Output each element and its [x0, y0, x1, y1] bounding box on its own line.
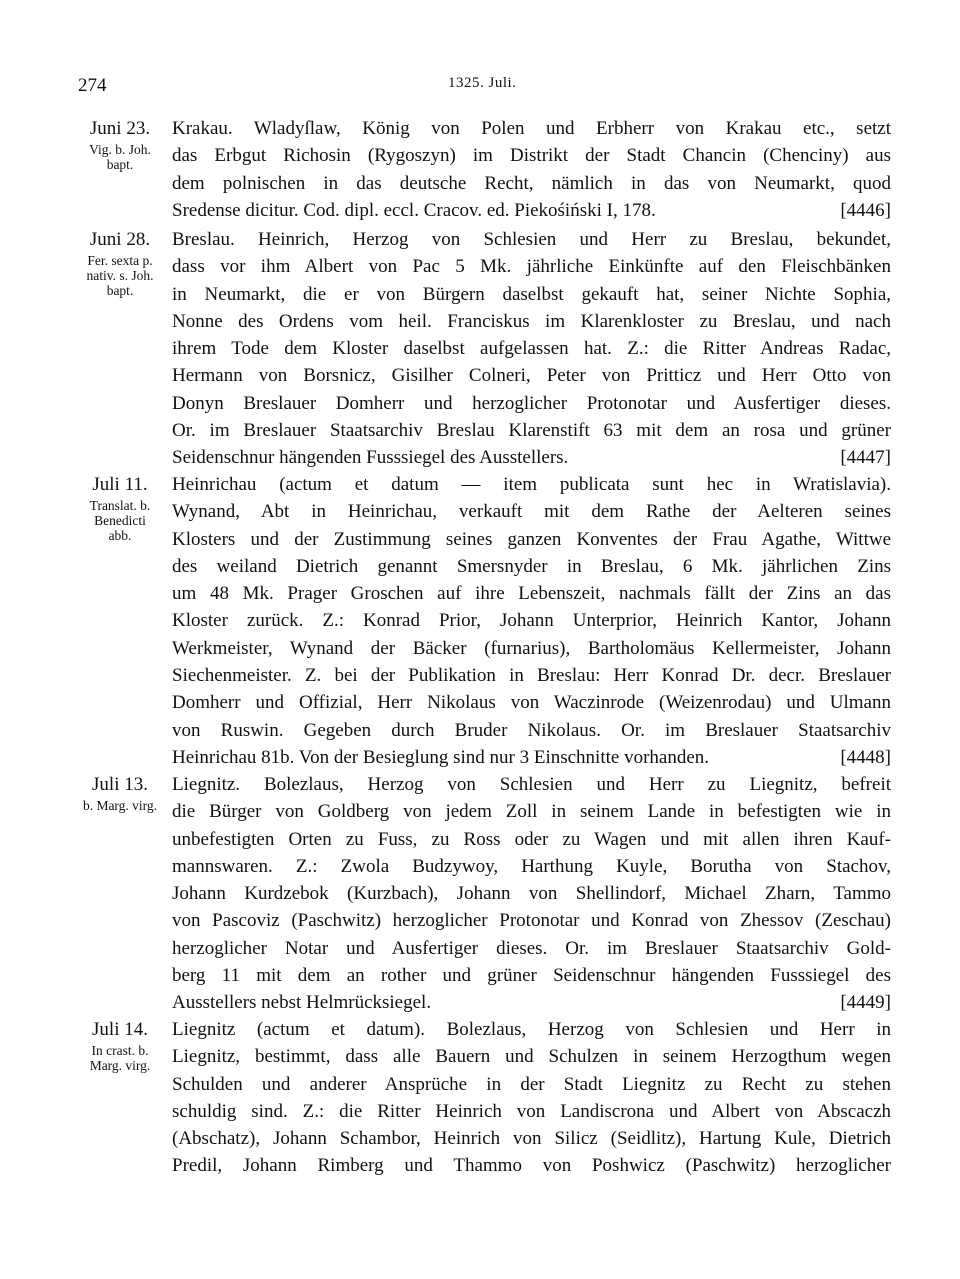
text-line: berg 11 mit dem an rother und grüner Seidenschnur hängenden Fusssiegel des: [172, 965, 891, 987]
text-line: von Ruswin. Gegeben durch Bruder Nikolaus. Or. im Breslauer Staatsarchiv: [172, 719, 891, 741]
text-line: [172, 744, 891, 771]
text-line: das Erbgut Richosin (Rygoszyn) im Distrikt der Stadt Chancin (Chenciny) aus: [172, 145, 891, 167]
text-line: unbefestigten Orten zu Fuss, zu Ross oder zu Wagen und mit allen ihren Kauf-: [172, 828, 891, 850]
text-line: [172, 197, 891, 224]
liturgical-date-note: Vig. b. Joh.: [89, 142, 151, 157]
entry-date: Juli 13.: [92, 774, 148, 795]
text-line: Hermann von Borsnicz, Gisilher Colneri, Peter von Pritticz und Herr Otto von: [172, 365, 891, 387]
liturgical-date-note: b. Marg. virg.: [82, 798, 158, 813]
line-text: Seidenschnur hängenden Fusssiegel des Ausstellers.: [172, 447, 569, 469]
text-line: Liegnitz (actum et datum). Bolezlaus, Herzog von Schlesien und Herr in: [172, 1019, 891, 1040]
text-line: [172, 989, 891, 1016]
liturgical-date-note: bapt.: [106, 157, 134, 172]
running-title: 1325. Juli.: [448, 75, 517, 91]
text-line: Predil, Johann Rimberg und Thammo von Poshwicz (Paschwitz) herzoglicher: [172, 1155, 891, 1177]
text-line: Donyn Breslauer Domherr und herzoglicher Protonotar und Ausfertiger dieses.: [172, 392, 891, 414]
text-line: in Neumarkt, die er von Bürgern daselbst gekauft hat, seiner Nichte Sophia,: [172, 283, 891, 305]
margin-column: [70, 471, 170, 543]
entry-text: [172, 115, 891, 224]
entry-text: [172, 226, 891, 472]
text-line: mannswaren. Z.: Zwola Budzywoy, Harthung Kuyle, Borutha von Stachov,: [172, 855, 891, 877]
margin-column: [70, 115, 170, 172]
text-line: Liegnitz, bestimmt, dass alle Bauern und Schulzen in seinem Herzogthum wegen: [172, 1046, 891, 1068]
entry-date: Juli 14.: [92, 1019, 148, 1040]
text-line: Breslau. Heinrich, Herzog von Schlesien und Herr zu Breslau, bekundet,: [172, 229, 891, 250]
text-line: (Abschatz), Johann Schambor, Heinrich von Silicz (Seidlitz), Hartung Kule, Dietrich: [172, 1128, 891, 1150]
text-line: Wynand, Abt in Heinrichau, verkauft mit dem Rathe der Aelteren seines: [172, 501, 891, 523]
text-line: Werkmeister, Wynand der Bäcker (furnarius), Bartholomäus Kellermeister, Johann: [172, 637, 891, 659]
entry-number: [4448]: [840, 746, 891, 768]
text-line: [172, 444, 891, 471]
text-line: schuldig sind. Z.: die Ritter Heinrich von Landiscrona und Albert von Abscaczh: [172, 1100, 891, 1122]
entry-date: Juni 28.: [89, 229, 151, 250]
entry-text: [172, 1016, 891, 1180]
text-line: Siechenmeister. Z. bei der Publikation in Breslau: Herr Konrad Dr. decr. Breslauer: [172, 665, 891, 687]
entry-number: [4446]: [840, 199, 891, 221]
entry-date: Juli 11.: [92, 474, 148, 495]
margin-column: [70, 1016, 170, 1073]
entry-date: Juni 23.: [89, 118, 151, 139]
entry-number: [4449]: [840, 992, 891, 1014]
text-line: Krakau. Wladyſlaw, König von Polen und Erbherr von Krakau etc., setzt: [172, 118, 891, 139]
margin-column: [70, 771, 170, 813]
entry-number: [4447]: [840, 447, 891, 469]
text-line: Domherr und Offizial, Herr Nikolaus von Waczinrode (Weizenrodau) und Ulmann: [172, 692, 891, 714]
page-number: 274: [78, 75, 107, 96]
text-line: Nonne des Ordens vom heil. Franciskus im Klarenkloster zu Breslau, und nach: [172, 310, 891, 332]
text-line: die Bürger von Goldberg von jedem Zoll in seinem Lande in befestigten wie in: [172, 801, 891, 823]
page-header: [0, 75, 960, 101]
text-line: Or. im Breslauer Staatsarchiv Breslau Klarenstift 63 mit dem an rosa und grüner: [172, 420, 891, 442]
line-text: Sredense dicitur. Cod. dipl. eccl. Cracov. ed. Piekośiński I, 178.: [172, 199, 656, 221]
liturgical-date-note: Translat. b.: [89, 498, 151, 513]
entry-text: [172, 471, 891, 771]
liturgical-date-note: abb.: [108, 528, 132, 543]
text-line: Kloster zurück. Z.: Konrad Prior, Johann Unterprior, Heinrich Kantor, Johann: [172, 610, 891, 632]
liturgical-date-note: Fer. sexta p.: [87, 253, 153, 268]
text-line: dem polnischen in das deutsche Recht, nämlich in das von Neumarkt, quod: [172, 172, 891, 194]
text-line: Klosters und der Zustimmung seines ganzen Konventes der Frau Agathe, Wittwe: [172, 528, 891, 550]
liturgical-date-note: bapt.: [106, 283, 134, 298]
liturgical-date-note: Benedicti: [94, 513, 146, 528]
text-line: um 48 Mk. Prager Groschen auf ihre Lebenszeit, nachmals fällt der Zins an das: [172, 583, 891, 605]
text-line: dass vor ihm Albert von Pac 5 Mk. jährliche Einkünfte auf den Fleischbänken: [172, 256, 891, 278]
text-line: ihrem Tode dem Kloster daselbst aufgelassen hat. Z.: die Ritter Andreas Radac,: [172, 338, 891, 360]
text-line: Liegnitz. Bolezlaus, Herzog von Schlesien und Herr zu Liegnitz, befreit: [172, 774, 891, 795]
text-line: von Pascoviz (Paschwitz) herzoglicher Protonotar und Konrad von Zhessov (Zeschau): [172, 910, 891, 932]
liturgical-date-note: Marg. virg.: [89, 1058, 151, 1073]
text-line: des weiland Dietrich genannt Smersnyder in Breslau, 6 Mk. jährlichen Zins: [172, 555, 891, 577]
liturgical-date-note: In crast. b.: [91, 1043, 149, 1058]
line-text: Ausstellers nebst Helmrücksiegel.: [172, 992, 432, 1014]
line-text: Heinrichau 81b. Von der Besieglung sind nur 3 Einschnitte vorhanden.: [172, 746, 710, 768]
margin-column: [70, 226, 170, 298]
text-line: Heinrichau (actum et datum — item publicata sunt hec in Wratislavia).: [172, 474, 891, 495]
entry-text: [172, 771, 891, 1017]
text-line: Schulden und anderer Ansprüche in der Stadt Liegnitz zu Recht zu stehen: [172, 1073, 891, 1095]
text-line: herzoglicher Notar und Ausfertiger dieses. Or. im Breslauer Staatsarchiv Gold-: [172, 937, 891, 959]
liturgical-date-note: nativ. s. Joh.: [86, 268, 154, 283]
text-line: Johann Kurdzebok (Kurzbach), Johann von Shellindorf, Michael Zharn, Tammo: [172, 883, 891, 905]
